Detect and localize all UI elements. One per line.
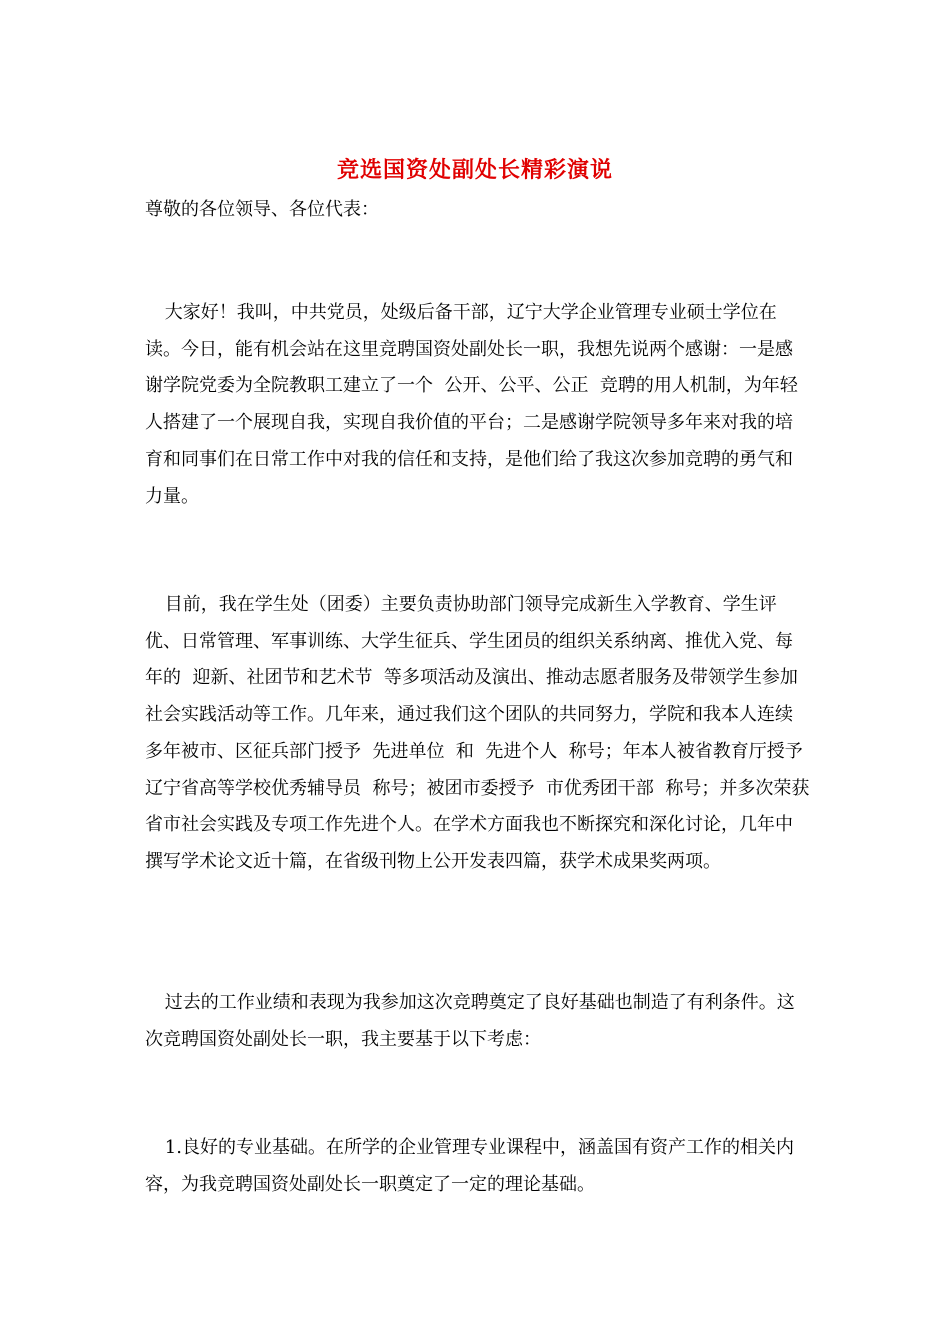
salutation: 尊敬的各位领导、各位代表： — [145, 199, 379, 220]
paragraph-3: 过去的工作业绩和表现为我参加这次竞聘奠定了良好基础也制造了有利条件。这次竞聘国资处副处长一职，我主要基于以下考虑： — [145, 992, 795, 1050]
paragraph-1: 大家好！我叫，中共党员，处级后备干部，辽宁大学企业管理专业硕士学位在读。今日，能有机会站在这里竞聘国资处副处长一职，我想先说两个感谢：一是感谢学院党委为全院教职工建立了一个 公开、公平、公正 竞聘的用人机制，为年轻人搭建了一个展现自我，实现自我价值的平台；二是感谢学院领导多年来对我的培育和同事们在日常工作中对我的信任和支持，是他们给了我这次参加竞聘的勇气和力量。 — [145, 302, 798, 507]
paragraph-4: 1.良好的专业基础。在所学的企业管理专业课程中，涵盖国有资产工作的相关内容，为我竞聘国资处副处长一职奠定了一定的理论基础。 — [145, 1137, 794, 1195]
paragraph-2: 目前，我在学生处（团委）主要负责协助部门领导完成新生入学教育、学生评优、日常管理、军事训练、大学生征兵、学生团员的组织关系纳离、推优入党、每年的 迎新、社团节和艺术节 等多项活动及演出、推动志愿者服务及带领学生参加社会实践活动等工作。几年来，通过我们这个团队的共同努力，学院和我本人连续多年被市、区征兵部门授予 先进单位 和 先进个人 称号；年本人被省教育厅授予 辽宁省高等学校优秀辅导员 称号；被团市委授予 市优秀团干部 称号；并多次荣获省市社会实践及专项工作先进个人。在学术方面我也不断探究和深化讨论，几年中撰写学术论文近十篇，在省级刊物上公开发表四篇，获学术成果奖两项。 — [145, 594, 815, 872]
document-title: 竞选国资处副处长精彩演说 — [336, 157, 613, 183]
